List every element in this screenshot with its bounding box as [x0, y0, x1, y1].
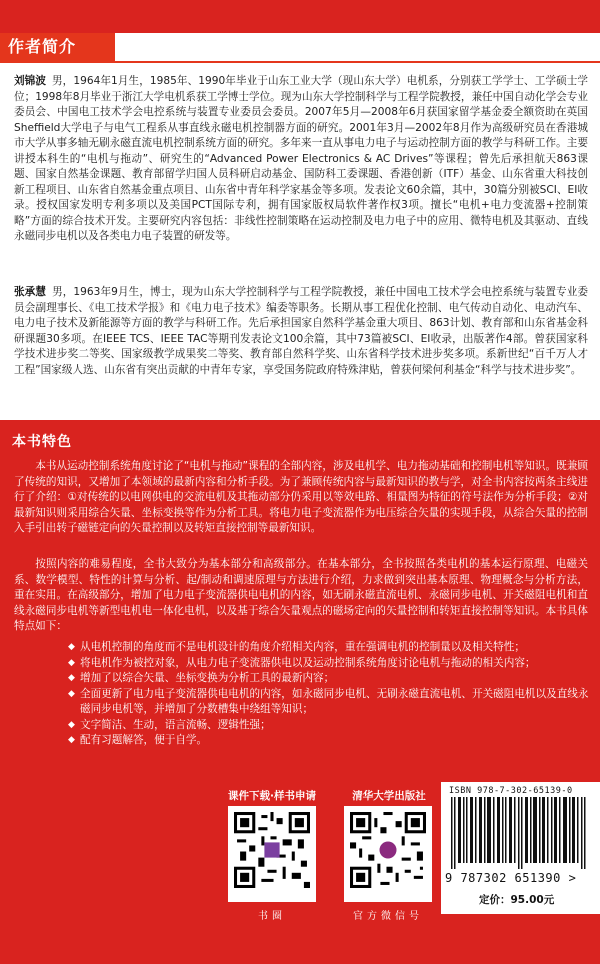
qr2-caption: 清华大学出版社: [352, 790, 426, 802]
list-item: ◆ 增加了以综合矢量、坐标变换为分析工具的最新内容；: [68, 671, 593, 687]
bullet-icon: ◆: [68, 688, 75, 699]
author-name-2: 张承慧: [14, 286, 47, 298]
barcode-icon: [449, 797, 591, 869]
author-bio-2: [14, 285, 588, 378]
list-item: ◆ 配有习题解答，便于自学。: [68, 733, 593, 749]
price: 定价：95.00元: [479, 894, 555, 906]
bullet-icon: ◆: [68, 673, 75, 683]
list-item: ◆ 将电机作为被控对象，从电力电子变流器供电以及运动控制系统角度讨论电机与拖动的相关内容；: [68, 656, 593, 672]
author-panel: [0, 33, 600, 420]
qr2-label: 官方微信号: [353, 911, 423, 922]
author-bio-text-2: 男，1963年9月生，博士，现为山东大学控制科学与工程学院教授，兼任中国电工技术学会电控系统与装置专业委员会副理事长、《电工技术学报》和《电力电子技术》编委等职务。长期从事工程优化控制、电气传动自动化、电动汽车、电力电子技术及新能源等方面的教学与科研工作。先后承担国家自然科学基金重大项目、863计划、教育部和山东省基金科研课题30多项。在IEEE TCS、IEEE TAC等期刊发表论文100余篇，其中73篇被SCI、EI收录，出版著作4部。曾获国家科学技术进步奖二等奖、国家级教学成果奖二等奖、教育部自然科学奖、山东省科学技术进步奖多项。系新世纪“百千万人才工程”国家级人选、山东省有突出贡献的中青年专家，享受国务院政府特殊津贴，曾获何梁何利基金“科学与技术进步奖”。: [14, 286, 589, 376]
author-name-1: 刘锦波: [14, 75, 47, 87]
bullet-icon: ◆: [68, 719, 75, 730]
list-item: ◆ 文字简洁、生动，语言流畅、逻辑性强；: [68, 718, 593, 734]
list-item: ◆ 全面更新了电力电子变流器供电电机的内容，如永磁同步电机、无刷永磁直流电机、开关磁阻电机以及直线永磁同步电机等，并增加了分数槽集中绕组等知识；: [68, 687, 589, 715]
author-bio-text-1: 男，1964年1月生，1985年、1990年毕业于山东工业大学（现山东大学）电机系，分别获工学学士、工学硕士学位；1998年8月毕业于浙江大学电机系获工学博士学位。现为山东大学控制科学与工程学院教授，兼任中国自动化学会专业委员会、中国电工技术学会电控系统与装置专业委员会委员。2007年5月—2008年6月获国家留学基金委全额资助在英国Sheffield大学电子与电气工程系从事直线永磁电机控制器方面的研究。2001年3月—2002年8月作为高级研究员在香港城市大学从事多轴无刷永磁直流电机控制系统方面的研究。多年来一直从事电力电子与运动控制方面的教学与科研工作。主要讲授本科生的“电机与拖动”、研究生的“Advanced Power Electronics & AC Drives”等课程；曾先后承担航天863课题、国家自然基金课题、教育部留学归国人员科研启动基金、国防科工委课题、香港创新（ITF）基金、山东省重大科技创新工程项目、山东省自然基金重点项目、山东省中青年科学家基金等多项。发表论文60余篇，其中，30篇分别被SCI、EI收录。授权国家发明专利多项以及美国PCT国际专利，拥有国家版权局软件著作权3项。擅长“电机+电力变流器+控制策略”方面的综合技术开发。主要研究内容包括：非线性控制策略在运动控制及电力电子中的应用、微特电机及其驱动、直线永磁同步电机以及各类电力电子装置的研发等。: [14, 75, 588, 242]
barcode-number: 9 787302 651390 >: [445, 871, 577, 885]
qr-code-icon: [350, 812, 426, 888]
barcode-panel: [441, 782, 600, 914]
divider: [0, 61, 600, 63]
bullet-icon: ◆: [68, 657, 75, 668]
qr1-label: 书圈: [258, 911, 286, 922]
features-section-title: 本书特色: [12, 434, 72, 450]
features-paragraph-1: 本书从运动控制系统角度讨论了“电机与拖动”课程的全部内容，涉及电机学、电力拖动基础和控制电机等知识。既兼顾了传统的知识，又增加了本领域的最新内容和分析手段。为了兼顾传统内容与最新知识的教与学，对全书内容按两条主线进行了介绍：①对传统的以电网供电的交流电机及其拖动部分仍采用以等效电路、相量图为特征的符号法作为分析手段；②对最新知识则采用综合矢量、坐标变换等作为分析工具。将电力电子变流器作为电压综合矢量的实现手段，从综合矢量的控制入手引出转子磁链定向的矢量控制以及转矩直接控制等最新知识。: [14, 460, 588, 534]
isbn: ISBN 978-7-302-65139-0: [449, 786, 573, 796]
bullet-icon: ◆: [68, 735, 75, 745]
features-list: [68, 640, 593, 749]
bullet-icon: ◆: [68, 642, 75, 652]
features-paragraph-2: 按照内容的难易程度，全书大致分为基本部分和高级部分。在基本部分，全书按照各类电机的基本运行原理、电磁关系、数学模型、特性的计算与分析、起/制动和调速原理与方法进行介绍，力求做到突出基本原理、物理概念与分析方法，重在实用。在高级部分，增加了电力电子变流器供电电机的内容，如无刷永磁直流电机、永磁同步电机、开关磁阻电机和直线永磁同步电机等新型电机电一体化电机，以及基于综合矢量观点的磁场定向的矢量控制和转矩直接控制等知识。本书具体特点如下：: [14, 558, 588, 632]
author-section-title: 作者简介: [0, 33, 115, 61]
qr-code-book[interactable]: [228, 806, 316, 902]
qr-code-wechat[interactable]: [344, 806, 432, 902]
qr1-caption: 课件下载·样书申请: [228, 790, 316, 802]
author-bio-1: [14, 74, 588, 245]
qr-code-icon: [234, 812, 310, 888]
list-item: ◆ 从电机控制的角度而不是电机设计的角度介绍相关内容，重在强调电机的控制量以及相关特性；: [68, 640, 593, 656]
bottom-strip: [0, 928, 600, 964]
